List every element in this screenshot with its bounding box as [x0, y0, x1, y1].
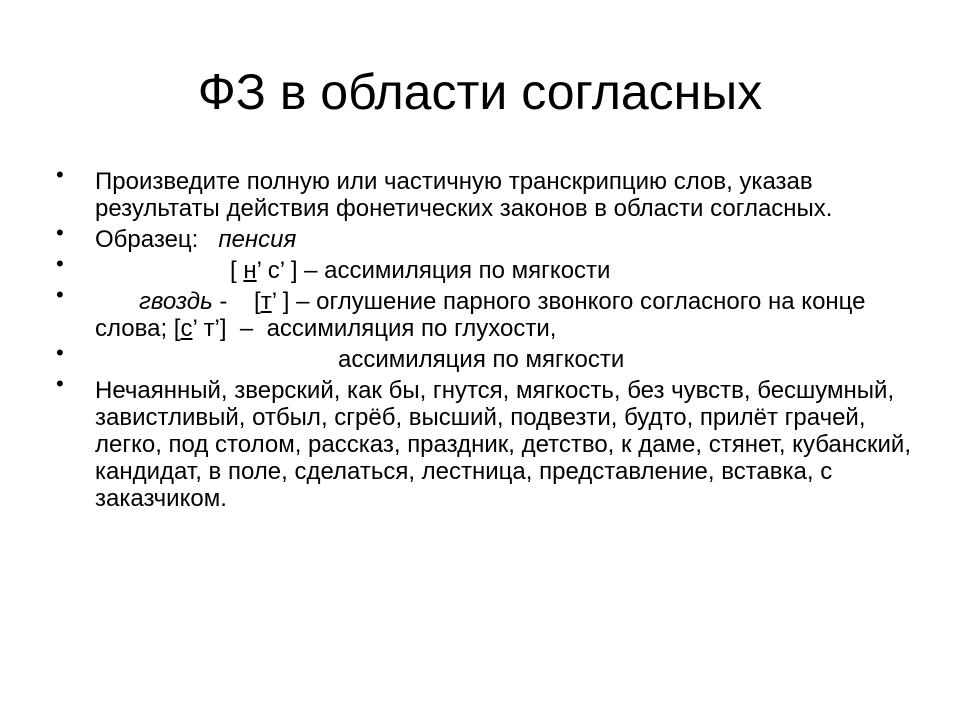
softness-text: ассимиляция по мягкости — [338, 346, 625, 373]
bullet-dot: • — [56, 371, 64, 396]
task-text: Произведите полную или частичную транскрипцию слов, указав результаты действия фонетических законов в области согласных. — [95, 168, 833, 222]
bullet-task — [56, 162, 916, 222]
words-list: Нечаянный, зверский, как бы, гнутся, мягкость, без чувств, бесшумный, завистливый, отбыл, сгрёб, высший, подвезти, будто, прилёт грачей, легко, под столом, рассказ, праздник, детство, к даме, стянет, кубанский, кандидат, в поле, сделаться, лестница, представление, вставка, с заказчиком. — [95, 377, 911, 512]
bullet-dot: • — [56, 340, 64, 365]
bullet-dot: • — [56, 162, 64, 187]
soft-t: т — [260, 288, 272, 315]
gvozd-word: гвоздь — [139, 288, 213, 315]
sample-label: Образец: — [95, 226, 199, 253]
bullet-gvozd — [56, 282, 916, 342]
bracket-open: [ — [230, 257, 244, 284]
bullet-softness — [56, 340, 916, 373]
bullet-dot: • — [56, 251, 64, 276]
bullet-dot: • — [56, 282, 64, 307]
sample-word: пенсия — [218, 226, 297, 253]
transcription-rest: ’ с’ ] – ассимиляция по мягкости — [256, 257, 611, 284]
gvozd-rule2: ’ т’] – ассимиляция по глухости, — [192, 315, 557, 342]
bullet-transcription — [56, 251, 916, 284]
bullet-words — [56, 371, 916, 512]
bullet-dot: • — [56, 220, 64, 245]
soft-n: н — [243, 257, 257, 284]
soft-s: с — [180, 315, 193, 342]
slide-title: ФЗ в области согласных — [197, 64, 763, 120]
bullet-list — [56, 162, 916, 516]
bullet-sample — [56, 220, 916, 253]
gvozd-rule1: ’ ] – оглушение парного звонкого согласного на конце слова; [ — [95, 288, 866, 342]
gvozd-dash: - [ — [212, 288, 261, 315]
